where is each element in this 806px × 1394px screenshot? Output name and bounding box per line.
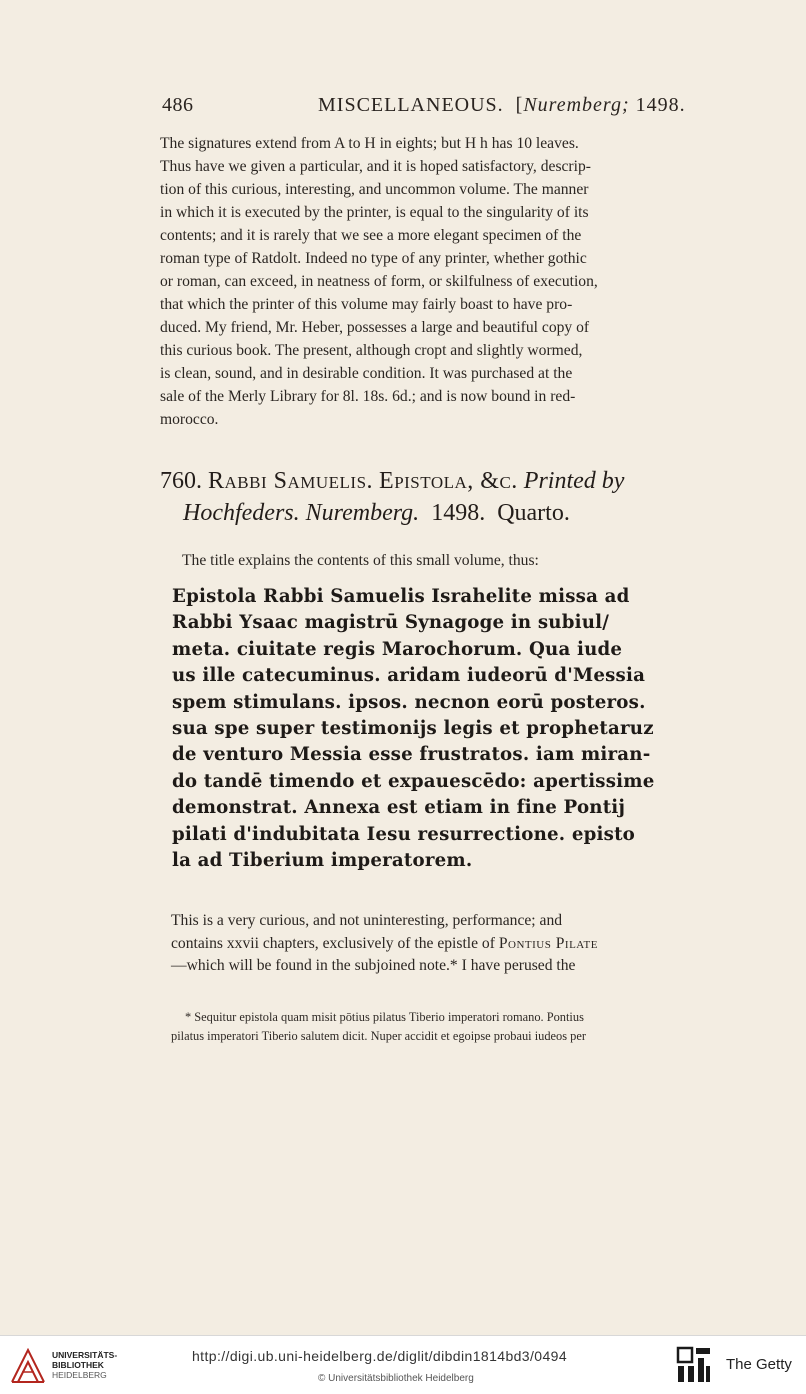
text-line: sale of the Merly Library for 8l. 18s. 6d.; and is now bound in red- (160, 388, 576, 405)
blackletter-line: demonstrat. Annexa est etiam in fine Pontij (172, 797, 626, 819)
blackletter-line: de venturo Messia esse frustratos. iam miran- (172, 744, 651, 766)
entry-format: Quarto. (497, 500, 570, 526)
blackletter-line: spem stimulans. ipsos. necnon eorū posteros. (172, 691, 646, 713)
getty-logo-icon (676, 1346, 712, 1384)
entry-place: Nuremberg. (305, 500, 420, 526)
text-line: this curious book. The present, although cropt and slightly wormed, (160, 342, 583, 359)
text-line: —which will be found in the subjoined note.* I have perused the (171, 957, 576, 974)
permalink[interactable]: http://digi.ub.uni-heidelberg.de/diglit/dibdin1814bd3/0494 (192, 1348, 568, 1364)
copyright-notice: © Universitätsbibliothek Heidelberg (318, 1373, 474, 1384)
text-line: contents; and it is rarely that we see a more elegant specimen of the (160, 227, 582, 244)
university-logo-icon (8, 1348, 48, 1384)
entry-printed-by: Printed by (523, 468, 625, 494)
text-line: Thus have we given a particular, and it is hoped satisfactory, descrip- (160, 158, 591, 175)
page-number: 486 (162, 94, 194, 116)
blackletter-line: la ad Tiberium imperatorem. (172, 850, 473, 872)
bracket: [ (515, 94, 524, 116)
text-line: tion of this curious, interesting, and uncommon volume. The manner (160, 181, 589, 198)
text-line: in which it is executed by the printer, is equal to the singularity of its (160, 204, 589, 221)
university-name (52, 1350, 117, 1380)
university-line: UNIVERSITÄTS- (52, 1350, 118, 1360)
blackletter-line: us ille catecuminus. aridam iudeorū d'Messia (172, 665, 646, 687)
entry-heading-line-2 (160, 497, 700, 529)
blackletter-line: Rabbi Ysaac magistrū Synagoge in subiul/ (172, 612, 610, 634)
text-line: morocco. (160, 411, 219, 428)
blackletter-line: meta. ciuitate regis Marochorum. Qua iude (172, 638, 623, 660)
text-span: contains xxvii chapters, exclusively of the epistle of (171, 934, 495, 952)
blackletter-line: sua spe super testimonijs legis et prophetaruz (172, 718, 654, 740)
blackletter-line: do tandē timendo et expauescēdo: apertissime (172, 770, 655, 792)
pontius-pilate-name: Pontius Pilate (498, 934, 598, 952)
text-line: or roman, can exceed, in neatness of form, or skilfulness of execution, (160, 273, 598, 290)
university-line: BIBLIOTHEK (52, 1360, 104, 1370)
text-line: This is a very curious, and not uninteresting, performance; and (171, 912, 563, 929)
footnote (171, 1008, 701, 1046)
footnote-line: * Sequitur epistola quam misit pōtius pilatus Tiberio imperatori romano. Pontius (185, 1010, 584, 1024)
blackletter-line: pilati d'indubitata Iesu resurrectione. episto (172, 823, 636, 845)
text-line (171, 933, 699, 956)
entry-heading-line-1 (160, 465, 700, 497)
header-place: Nuremberg; (523, 94, 630, 116)
running-title (318, 94, 686, 117)
intro-line: The title explains the contents of this small volume, thus: (182, 552, 539, 569)
entry-number: 760. (160, 468, 202, 494)
text-line: is clean, sound, and in desirable condition. It was purchased at the (160, 365, 573, 382)
blackletter-line: Epistola Rabbi Samuelis Israhelite missa ad (172, 586, 630, 607)
header-year: 1498. (635, 94, 686, 116)
entry-work: Epistola, &c. (379, 468, 518, 494)
entry-heading (160, 465, 700, 529)
text-line: The signatures extend from A to H in eights; but H h has 10 leaves. (160, 135, 579, 152)
entry-author: Rabbi Samuelis. (208, 468, 374, 494)
text-line: duced. My friend, Mr. Heber, possesses a large and beautiful copy of (160, 319, 590, 336)
entry-printer: Hochfeders. (183, 500, 300, 526)
section-title: MISCELLANEOUS. (318, 94, 504, 116)
university-line: HEIDELBERG (52, 1370, 107, 1380)
after-paragraph (171, 910, 699, 978)
body-paragraph (160, 132, 696, 431)
footnote-line: pilatus imperatori Tiberio salutem dicit. Nuper accidit et egoipse probaui iudeos per (171, 1029, 586, 1043)
text-line: roman type of Ratdolt. Indeed no type of any printer, whether gothic (160, 250, 587, 267)
partner-name: The Getty (726, 1356, 792, 1373)
viewer-footer (0, 1335, 806, 1394)
text-line: that which the printer of this volume may fairly boast to have pro- (160, 296, 573, 313)
entry-year: 1498. (431, 500, 486, 526)
blackletter-title-block (172, 584, 702, 874)
